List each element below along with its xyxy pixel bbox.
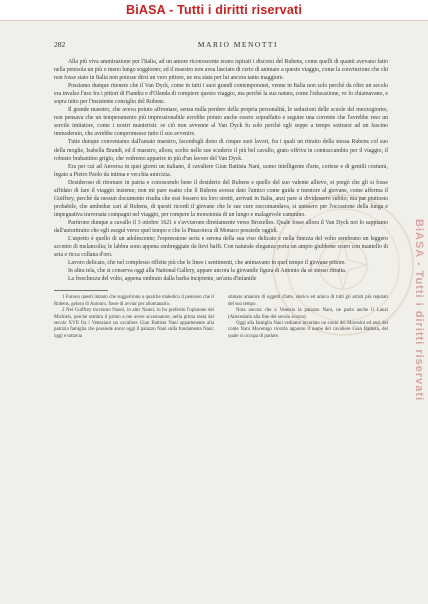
footnotes-right-column: [228, 295, 388, 340]
paragraph: In altra tela, che si conserva oggi alla National Gallery, appare ancora la giovanile figura di Antonio da sè stesso ritratta.: [68, 268, 347, 275]
side-watermark-text: BiASA - Tutti i diritti riservati: [413, 218, 425, 402]
footnote-rule: [54, 290, 108, 291]
footnote: Nota ancora che a Venezia la palazzo Nani, ne parla anche il Lanzi (Abecedario alla fine del secolo scorso).: [228, 308, 388, 320]
footnotes-left-column: [54, 295, 214, 340]
paragraph: Alla più viva ammirazione per l'Italia, ad un amore riconoscente erano ispirati i discorsi del Rubens, come quelli di quanti avevano fatto nella penisola un più o meno lungo soggiorno; ed il maestro non avea lasciato di certo di animare a questo viaggio, come la convinzione che chi non fosse stato in Italia non potesse dirsi un vero pittore, ne era stata per lui ancora tanto maggiore.: [54, 59, 388, 82]
footnote: 1 Furono questi intanto che suggerirono a qualche maledico il pensiero che il Rubens, geloso di Antonio, fosse di avviar per allontanarlo.: [54, 295, 214, 307]
footnotes: [54, 295, 388, 340]
paragraph: Lavoro delicato, che nel complesso riflette più che le linee i sentimenti, che animavano in quel tempo il giovane pittore.: [68, 260, 346, 267]
paragraph: Possiamo dunque ritenere che il Van Dyck, come in tutti i suoi grandi contemporanei, venne in Italia non solo perchè da oltre un secolo era invalso l'uso fra i pittori di Fiandra e d'Olanda di compiere questo viaggio, ma perchè la sua natura, come l'educazione, ve lo chiamavano, e sopra tutto per l'insistente consiglio del Rubens.: [54, 83, 388, 106]
footnote: stimato amatore di oggetti d'arte, storico ed amico di tutti gli artisti più reputati del suo tempo.: [228, 295, 388, 307]
footnote: 2 Nel Guiffrey troviamo Nanni, in altri Nanni; io ho preferito l'opinione del Michiels, perchè sembra il primo a me avere accennatore, nella prima metà del secolo XVII fra i Veneziani un cavaliere Gian Battista Nani appartenente alla patrizia famiglia che possiede ancor oggi il palazzo Nani sulla fondamenta Nani: oggi e tuttavia: [54, 308, 214, 339]
paragraph: Partirono dunque a cavallo il 3 ottobre 1621 e s'avviarono direttamente verso Bruxelles. Quale fosse allora il Van Dyck noi lo sappiamo dall'autoritratto che egli eseguì verso quel tempo e che la Pinacoteca di Monaco possiede oggidì.: [54, 219, 388, 234]
running-head: [54, 40, 388, 49]
paragraph: Tutte dunque conveniamo dall'amato maestro, facendogli dono di cinque suoi lavori, fra i quali un ritratto della stessa Rubens col suo della moglie, Isabella Brandt, ed il maestro, allora, scelto nelle sue scuderie il più bel cavallo, grato offriva in contraccambio per il viaggio, il robusto brabantino grigio, che vedremo apparire in più d'un lavoro del Van Dyck.: [54, 139, 388, 162]
page-number: 282: [54, 40, 66, 49]
paragraph: Il grande maestro, che aveva potuto affrontare, senza nulla perdere della propria personalità, le seduzioni delle scuole del mezzogiorno, non pensava che un temperamento più impressionabile avrebbe potuto anche essere sopraffatto e seguire una corrente che l'avrebbe reso un servile imitatore, come i nostri manieristi: se ciò non avvenne al Van Dyck fu solo perchè egli seppe a tempo sottrarsi ad un fascino immoderato, che avrebbe compromesso tutto il suo avvenire.: [54, 107, 388, 138]
paragraph: Era per cui ad Anversa in quei giorni un italiano, il cavaliere Gian Battista Nani, uomo intelligente d'arte, cortese e di gentili costumi, legato a Pietro Paolo da intima e vecchia amicizia.: [54, 163, 388, 178]
side-watermark: [412, 30, 426, 590]
copyright-banner: BiASA - Tutti i diritti riservati: [0, 0, 428, 21]
paragraph: Desideroso di ritornare in patria e conoscendo bene il desiderio del Rubens e quello del suo valente allievo, ei pregò che gli si fosse affidato di fare il viaggio insieme; non mi pare esatto che il Rubens avesse dato l'amico come guida e mentore al giovane, come afferma il Guiffrey, perchè da nessun documento risulta che essi fossero tra loro stretti, arrivati in Italia, anzi pare si dividessero subito; ma par piuttosto probabile, che ambedue cari al Rubens, di questi ricordi il giovane che le sue cure raccomandava, si unissero per l'occasione della lunga e impegnativa traversata compagni nel viaggio, per rompere la monotonia di un lungo e malagevole cammino.: [54, 179, 388, 218]
body-text: [54, 58, 388, 283]
paragraph: L'aspetto è quello di un adolescente; l'espressione seria e serena della sua viso delicato e nella finezza del volto sembrano un leggero accento di melancolia; le labbra sono appena ombreggiate da lievi baffi. Con naturale eleganza porta un ampio giubbone scuro con mantello di seta e ricca collana d'oro.: [54, 236, 388, 259]
paragraph: La freschezza del volto, appena ombrato dalla barba incipiente, un'aria d'infantile: [68, 276, 257, 283]
footnote: Oggi alla famiglia Nani vediamo invariato un conto dei Morosini ed anzi del conte Nani Mocenigo ricorda appunto il nome del cavaliere Gian Battista, del quale si occupa di parlare.: [228, 320, 388, 339]
book-page: [54, 40, 388, 340]
running-title: MARIO MENOTTI: [197, 40, 278, 49]
